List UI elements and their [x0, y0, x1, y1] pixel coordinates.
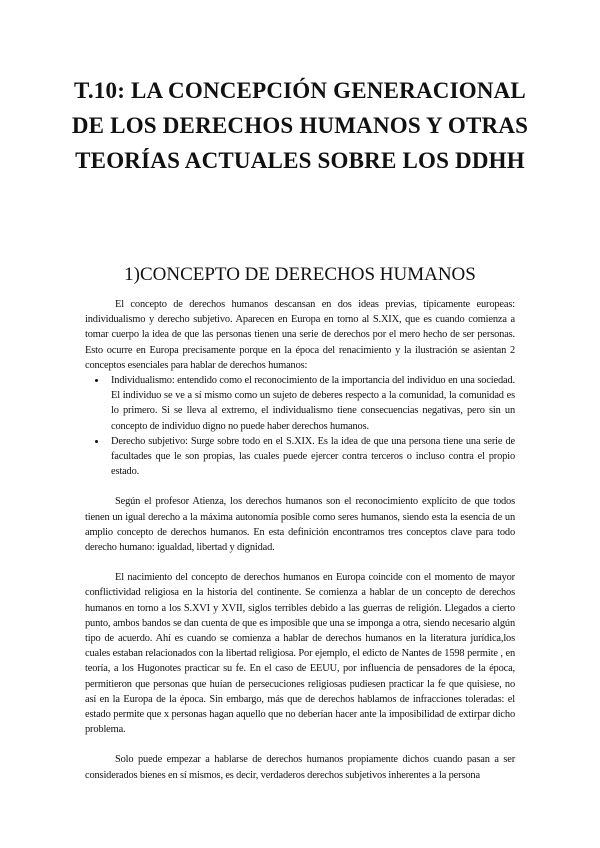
bullet-list [85, 373, 515, 479]
page-title: T.10: LA CONCEPCIÓN GENERACIONAL DE LOS DERECHOS HUMANOS Y OTRAS TEORÍAS ACTUALES SOBRE LOS DDHH [71, 78, 529, 173]
paragraph-intro: El concepto de derechos humanos descansan en dos ideas previas, típicamente europeas: individualismo y derecho subjetivo. Aparecen en Europa en torno al S.XIX, que es cuando comienza a tomar cuerpo la idea de que las personas tienen una serie de derechos por el mero hecho de ser personas. Esto ocurre en Europa precisamente porque en la época del renacimiento y la ilustración se asientan 2 conceptos esenciales para hablar de derechos humanos: [85, 299, 515, 371]
bullet-item-derecho-subjetivo: • Derecho subjetivo: Surge sobre todo en el S.XIX. Es la idea de que una persona tiene una serie de facultades que le son propias, las cuales puede ejercer contra terceros o incluso contra el propio estado. [107, 434, 515, 480]
document-body [85, 297, 515, 783]
paragraph-atienza: Según el profesor Atienza, los derechos humanos son el reconocimiento explícito de que todos tienen un igual derecho a la máxima autonomía posible como seres humanos, siendo esta la esencia de un amplio concepto de derechos humanos. En esta definición encontramos tres conceptos clave para todo derecho humano: igualdad, libertad y dignidad. [85, 496, 515, 554]
bullet-item-individualismo: • Individualismo: entendido como el reconocimiento de la importancia del individuo en una sociedad. El individuo se ve a sí mismo como un sujeto de deberes respecto a la comunidad, la comunidad es lo primero. Si se lleva al extremo, el individualismo tiene consecuencias negativas, pero sin un concepto de individuo digno no puede haber derechos humanos. [107, 373, 515, 434]
section-heading: 1)CONCEPTO DE DERECHOS HUMANOS [124, 264, 476, 285]
paragraph-history: El nacimiento del concepto de derechos humanos en Europa coincide con el momento de mayor conflictividad religiosa en la historia del continente. Se comienza a hablar de un concepto de derechos humanos en torno a los S.XVI y XVII, siglos terribles debido a las guerras de religión. Llegados a cierto punto, ambos bandos se dan cuenta de que es imposible que una se imponga a otra, siendo necesario algún tipo de acuerdo. Ahí es cuando se comienza a hablar de derechos humanos en la literatura jurídica,los cuales estaban relacionados con la libertad religiosa. Por ejemplo, el edicto de Nantes de 1598 permite , en teoría, a los Hugonotes practicar su fe. En el caso de EEUU, por influencia de pensadores de la época, permitieron que personas que huían de persecuciones religiosas pudiesen practicar la fe que quisiese, no así en la Europa de la época. Sin embargo, más que de derechos hablamos de infracciones toleradas: el estado permite que x personas hagan aquello que no deberían hacer ante la imposibilidad de extirpar dicho problema. [85, 572, 515, 736]
paragraph-conclusion: Solo puede empezar a hablarse de derechos humanos propiamente dichos cuando pasan a ser considerados bienes en sí mismos, es decir, verdaderos derechos subjetivos inherentes a la persona [85, 754, 515, 781]
